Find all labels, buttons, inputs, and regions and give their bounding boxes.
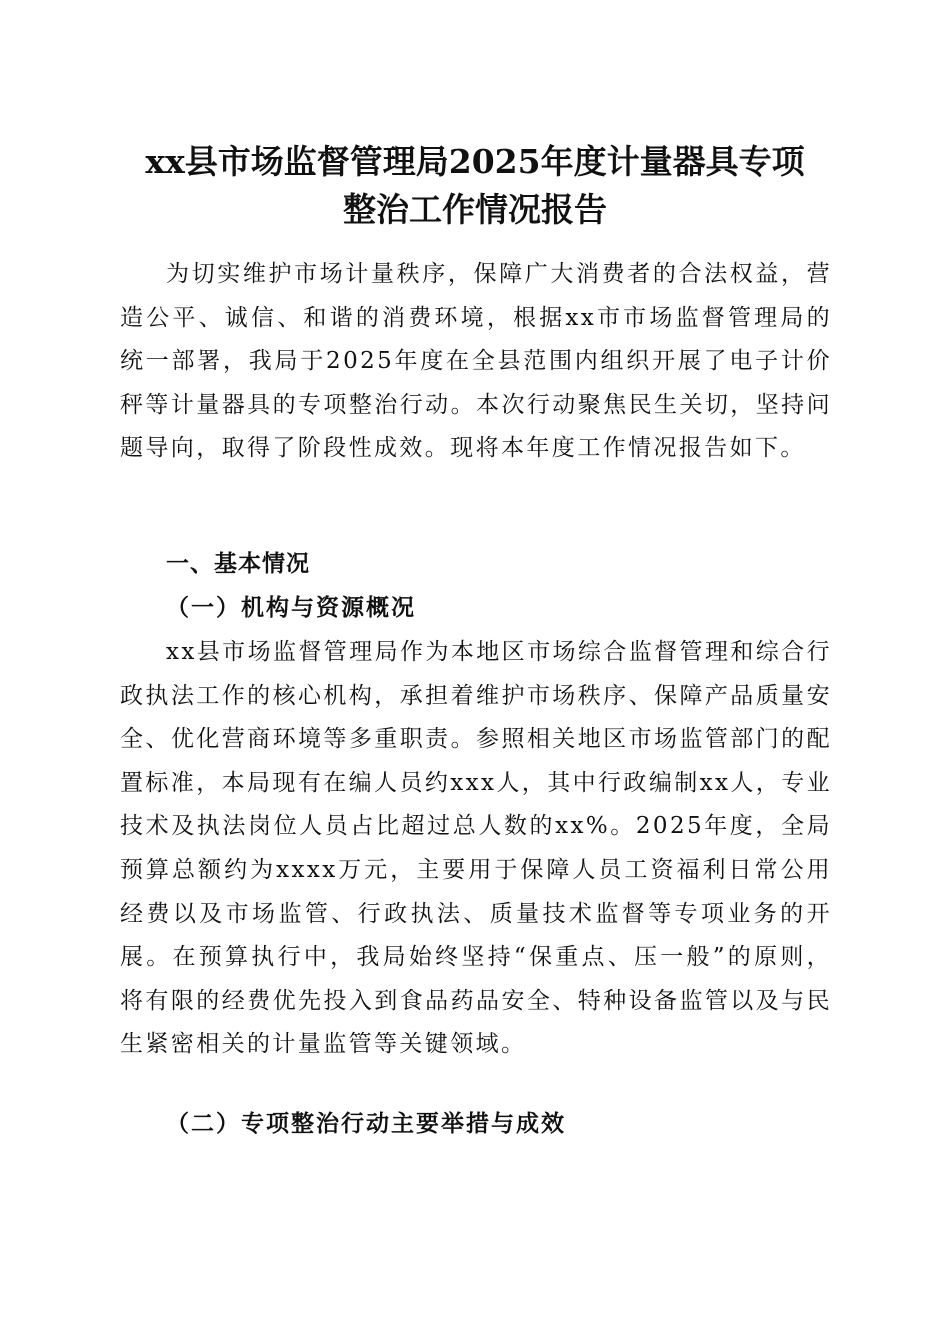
document-title-line-2: 整治工作情况报告 bbox=[343, 190, 607, 229]
intro-paragraph: 为切实维护市场计量秩序，保障广大消费者的合法权益，营造公平、诚信、和谐的消费环境，根据xx市市场监督管理局的统一部署，我局于2025年度在全县范围内组织开展了电子计价秤等计量器具的专项整治行动。本次行动聚焦民生关切，坚持问题导向，取得了阶段性成效。现将本年度工作情况报告如下。 bbox=[120, 261, 832, 462]
document-title-line-1: xx县市场监督管理局2025年度计量器具专项 bbox=[145, 142, 805, 181]
institution-paragraph: xx县市场监督管理局作为本地区市场综合监督管理和综合行政执法工作的核心机构，承担着维护市场秩序、保障产品质量安全、优化营商环境等多重职责。参照相关地区市场监管部门的配置标准，本局现有在编人员约xxx人，其中行政编制xx人，专业技术及执法岗位人员占比超过总人数的xx%。2025年度，全局预算总额约为xxxx万元，主要用于保障人员工资福利日常公用经费以及市场监管、行政执法、质量技术监督等专项业务的开展。在预算执行中，我局始终坚持“保重点、压一般”的原则，将有限的经费优先投入到食品药品安全、特种设备监管以及与民生紧密相关的计量监管等关键领域。 bbox=[120, 639, 832, 1058]
subsection-heading-institution: （一）机构与资源概况 bbox=[166, 595, 416, 621]
subsection-heading-measures: （二）专项整治行动主要举措与成效 bbox=[166, 1111, 566, 1137]
section-heading-basic-situation: 一、基本情况 bbox=[166, 551, 310, 577]
